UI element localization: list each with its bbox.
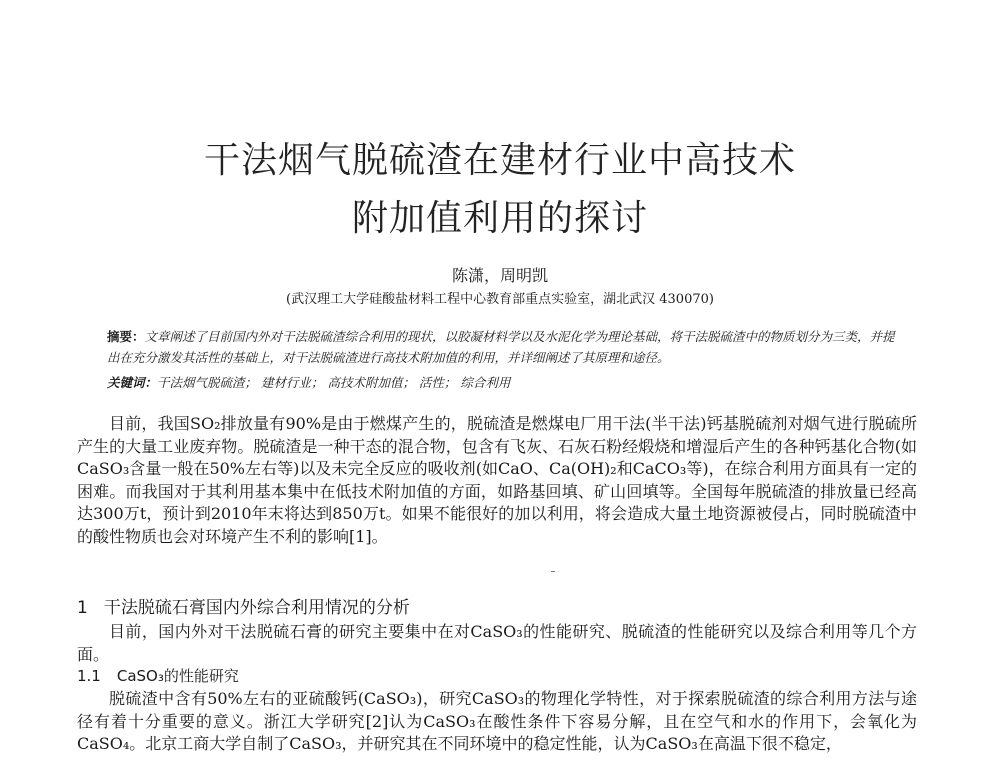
keywords-text: 干法烟气脱硫渣； 建材行业； 高技术附加值； 活性； 综合利用 xyxy=(157,375,511,390)
section-1-1-number: 1.1 xyxy=(77,667,101,685)
section-1-title: 干法脱硫石膏国内外综合利用情况的分析 xyxy=(103,598,410,618)
keywords-label: 关键词： xyxy=(107,375,158,390)
keywords xyxy=(107,372,907,393)
section-1-number: 1 xyxy=(77,598,88,618)
paper-title-line-1: 干法烟气脱硫渣在建材行业中高技术 xyxy=(203,140,796,181)
section-1-paragraph: 目前，国内外对干法脱硫石膏的研究主要集中在对CaSO₃的性能研究、脱硫渣的性能研究以及综合利用等几个方面。 xyxy=(77,622,917,664)
section-1-1-title: CaSO₃的性能研究 xyxy=(116,667,239,685)
authors: 陈潇，周明凯 xyxy=(451,266,548,285)
intro-paragraph: 目前，我国SO₂排放量有90%是由于燃煤产生的，脱硫渣是燃煤电厂用干法(半干法)钙基脱硫剂对烟气进行脱硫所产生的大量工业废弃物。脱硫渣是一种干态的混合物，包含有飞灰、石灰石粉经煅烧和增湿后产生的各种钙基化合物(如CaSO₃含量一般在50%左右等)以及未完全反应的吸收剂(如CaO、Ca(OH)₂和CaCO₃等)，在综合利用方面具有一定的困难。而我国对于其利用基本集中在低技术附加值的方面，如路基回填、矿山回填等。全国每年脱硫渣的排放量已经高达300万t，预计到2010年末将达到850万t。如果不能很好的加以利用，将会造成大量土地资源被侵占，同时脱硫渣中的酸性物质也会对环境产生不利的影响[1]。 xyxy=(77,414,917,546)
section-1-heading xyxy=(77,593,410,618)
paper-title-line-2: 附加值利用的探讨 xyxy=(351,198,648,239)
abstract-label: 摘要： xyxy=(107,329,145,344)
section-1-1-heading xyxy=(77,665,239,686)
abstract xyxy=(107,326,907,368)
section-1-1-paragraph: 脱硫渣中含有50%左右的亚硫酸钙(CaSO₃)，研究CaSO₃的物理化学特性，对于探索脱硫渣的综合利用方法与途径有着十分重要的意义。浙江大学研究[2]认为CaSO₃在酸性条件下容易分解，且在空气和水的作用下，会氧化为CaSO₄。北京工商大学自制了CaSO₃，并研究其在不同环境中的稳定性能，认为CaSO₃在高温下很不稳定， xyxy=(77,689,917,753)
affiliation: (武汉理工大学硅酸盐材料工程中心教育部重点实验室，湖北武汉 430070) xyxy=(286,292,714,307)
abstract-text: 文章阐述了目前国内外对干法脱硫渣综合利用的现状，以胶凝材料学以及水泥化学为理论基础，将干法脱硫渣中的物质划分为三类，并提出在充分激发其活性的基础上，对干法脱硫渣进行高技术附加值的利用，并详细阐述了其原理和途径。 xyxy=(107,329,895,365)
stray-mark xyxy=(551,571,555,572)
